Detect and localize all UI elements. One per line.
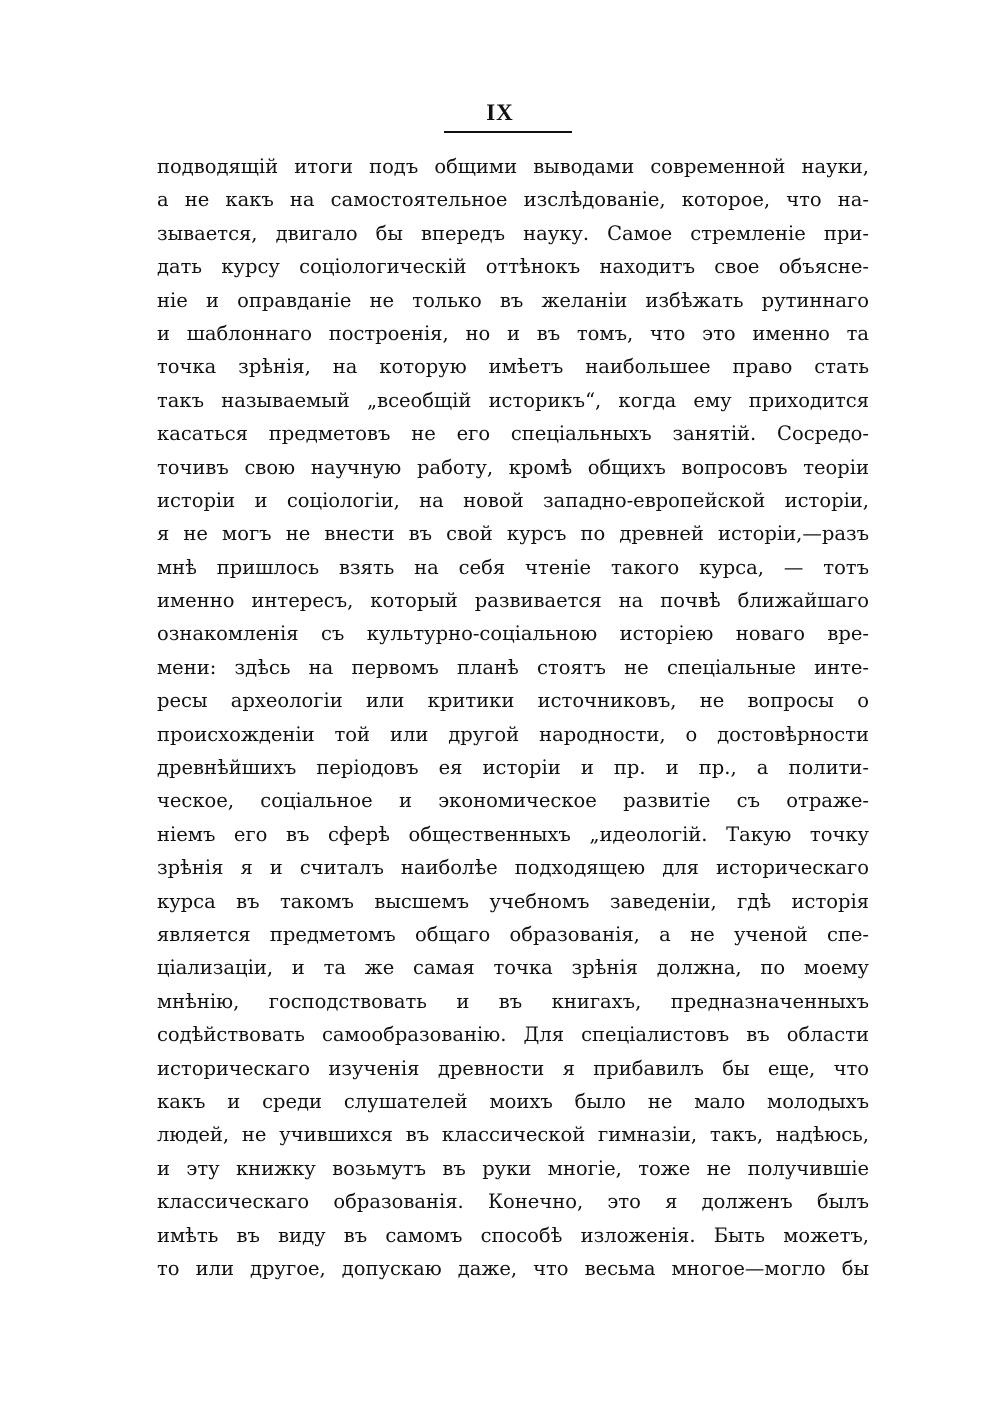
- header-rule: [444, 131, 572, 133]
- text-line-12: я не могъ не внести въ свой курсъ по древней исторіи,—разъ: [157, 522, 869, 546]
- text-line-22: зрѣнія я и считалъ наиболѣе подходящею для историческаго: [157, 856, 869, 880]
- text-line-5: ніе и оправданіе не только въ желаніи избѣжать рутиннаго: [157, 288, 869, 312]
- text-line-23: курса въ такомъ высшемъ учебномъ заведеніи, гдѣ исторія: [157, 889, 869, 913]
- text-line-3: зывается, двигало бы впередъ науку. Самое стремленіе при-: [157, 221, 869, 245]
- text-line-29: какъ и среди слушателей моихъ было не мало молодыхъ: [157, 1089, 869, 1113]
- text-line-25: ціализаціи, и та же самая точка зрѣнія должна, по моему: [157, 956, 869, 980]
- text-line-2: а не какъ на самостоятельное изслѣдованіе, которое, что на-: [157, 188, 869, 212]
- text-line-30: людей, не учившихся въ классической гимназіи, такъ, надѣюсь,: [157, 1123, 869, 1147]
- text-line-6: и шаблоннаго построенія, но и въ томъ, что это именно та: [157, 321, 869, 345]
- text-line-27: содѣйствовать самообразованію. Для спеціалистовъ въ области: [157, 1023, 869, 1047]
- text-line-31: и эту книжку возьмутъ въ руки многіе, тоже не получившіе: [157, 1156, 869, 1180]
- text-line-32: классическаго образованія. Конечно, это я долженъ былъ: [157, 1190, 869, 1214]
- text-line-9: касаться предметовъ не его спеціальныхъ занятій. Сосредо-: [157, 422, 869, 446]
- text-line-8: такъ называемый „всеобщій историкъ“, когда ему приходится: [157, 388, 869, 412]
- text-line-24: является предметомъ общаго образованія, а не ученой спе-: [157, 922, 869, 946]
- text-line-26: мнѣнію, господствовать и въ книгахъ, предназначенныхъ: [157, 989, 869, 1013]
- text-line-16: мени: здѣсь на первомъ планѣ стоятъ не спеціальные инте-: [157, 655, 869, 679]
- text-line-17: ресы археологіи или критики источниковъ, не вопросы о: [157, 689, 869, 713]
- text-line-19: древнѣйшихъ періодовъ ея исторіи и пр. и пр., а полити-: [157, 756, 869, 780]
- text-line-10: точивъ свою научную работу, кромѣ общихъ вопросовъ теоріи: [157, 455, 869, 479]
- text-line-21: ніемъ его въ сферѣ общественныхъ „идеологій. Такую точку: [157, 822, 869, 846]
- text-line-14: именно интересъ, который развивается на почвѣ ближайшаго: [157, 589, 869, 613]
- text-line-11: исторіи и соціологіи, на новой западно-европейской исторіи,: [157, 488, 869, 512]
- page-number: IX: [486, 100, 514, 125]
- text-line-28: историческаго изученія древности я прибавилъ бы еще, что: [157, 1056, 869, 1080]
- text-line-33: имѣть въ виду въ самомъ способѣ изложенія. Быть можетъ,: [157, 1223, 869, 1247]
- text-line-34: то или другое, допускаю даже, что весьма многое—могло бы: [157, 1256, 869, 1280]
- text-line-1: подводящій итоги подъ общими выводами современной науки,: [157, 155, 869, 178]
- text-line-13: мнѣ пришлось взять на себя чтеніе такого курса, — тотъ: [157, 555, 869, 579]
- body-text: [157, 150, 869, 1285]
- text-line-7: точка зрѣнія, на которую имѣетъ наибольшее право стать: [157, 355, 869, 379]
- text-line-20: ческое, соціальное и экономическое развитіе съ отраже-: [157, 789, 869, 813]
- text-line-15: ознакомленія съ культурно-соціальною исторіею новаго вре-: [157, 622, 869, 646]
- text-line-18: происхожденіи той или другой народности, о достовѣрности: [157, 722, 869, 746]
- text-line-4: дать курсу соціологическій оттѣнокъ находитъ свое объясне-: [157, 255, 869, 279]
